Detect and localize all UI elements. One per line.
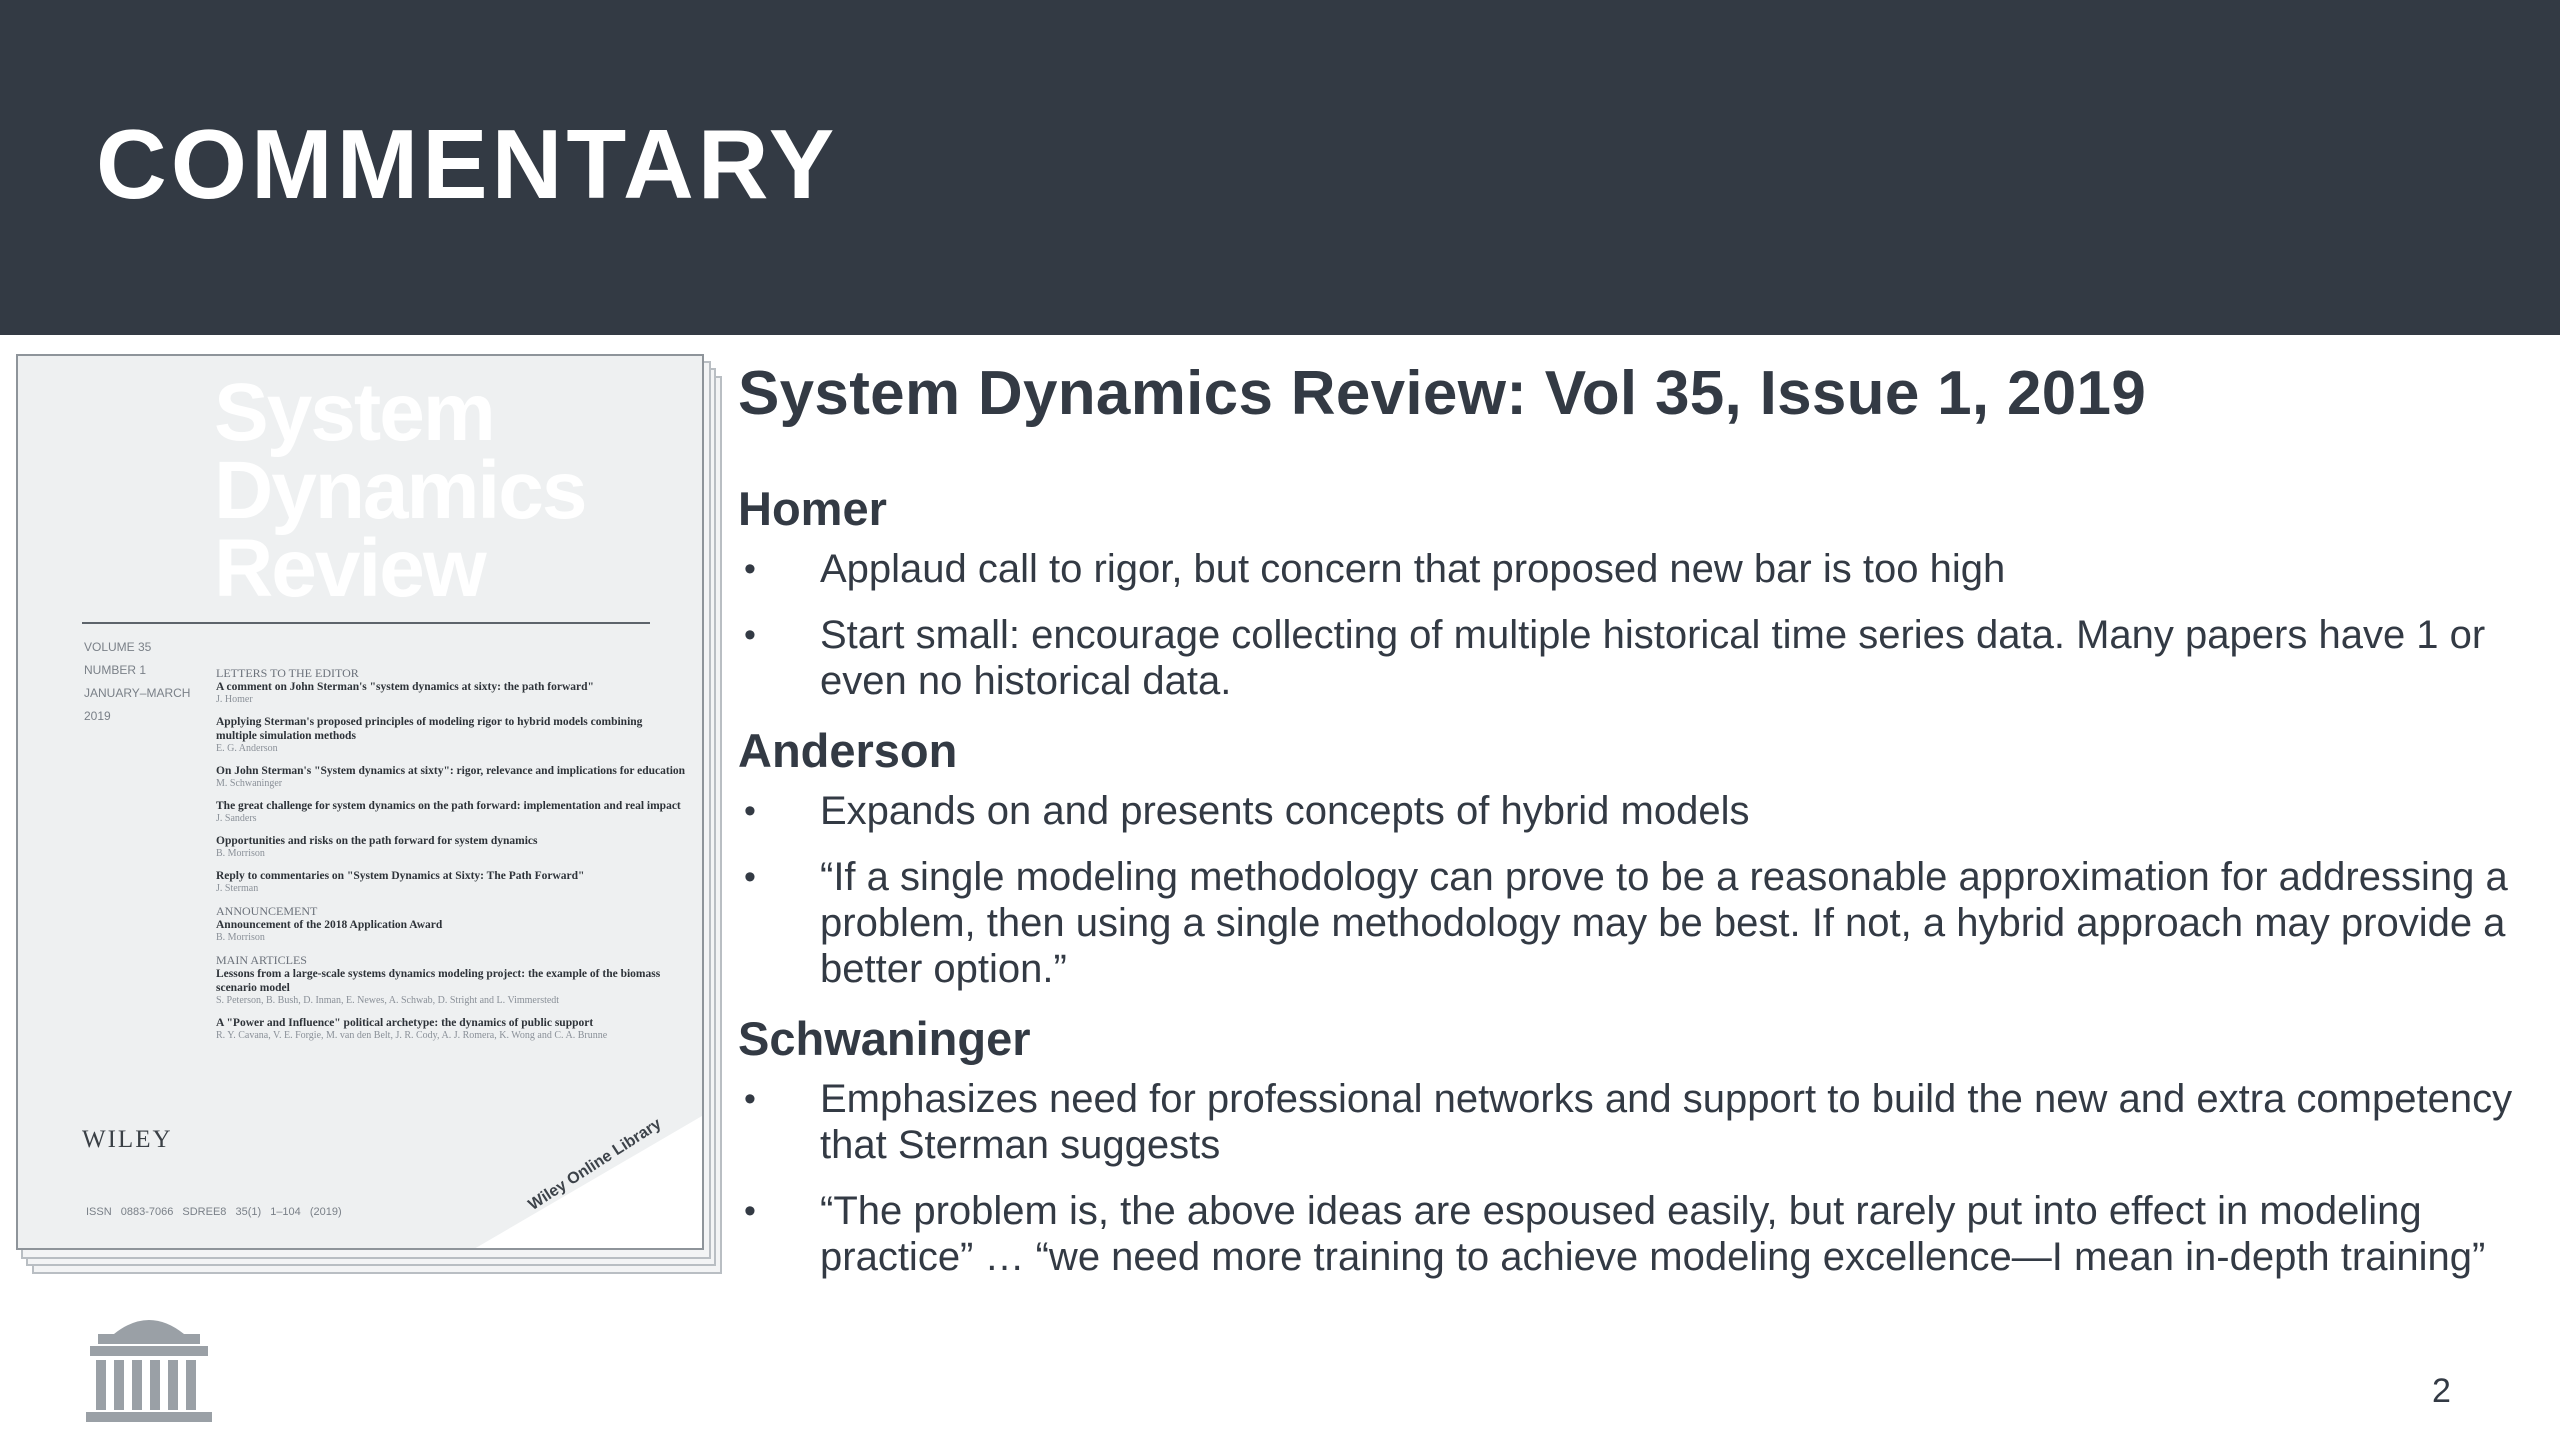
toc-item [216,918,686,944]
cover-title-line: System [214,367,494,458]
cover-title-line: Review [214,523,485,614]
cover-number: NUMBER 1 [84,663,147,677]
cover-issue-info [84,636,190,728]
bullet-item [738,546,2538,592]
bullet-text: “If a single modeling methodology can prove to be a reasonable approximation for addressing a problem, then using a single methodology may be best. If not, a hybrid approach may provide a better option.” [820,855,2508,991]
toc-item-title: Reply to commentaries on "System Dynamics at Sixty: The Path Forward" [216,870,585,882]
toc-item-title: A comment on John Sterman's "system dynamics at sixty: the path forward" [216,681,594,693]
journal-issue-title: System Dynamics Review: Vol 35, Issue 1, 2019 [738,359,2147,428]
bullet-text: Applaud call to rigor, but concern that proposed new bar is too high [820,547,2006,591]
toc-item [216,1016,686,1042]
slide-header [0,0,2560,335]
toc-item-authors: M. Schwaninger [216,778,283,789]
slide-title: COMMENTARY [96,109,839,219]
toc-section-heading: MAIN ARTICLES [216,953,307,967]
bullet-dot-icon: • [744,550,756,588]
toc-item-authors: J. Homer [216,694,253,705]
journal-cover-stack [16,354,726,1274]
bullet-dot-icon: • [744,1192,756,1230]
bullet-text: Emphasizes need for professional networks and support to build the new and extra competency that Sterman suggests [820,1077,2513,1167]
toc-item-title: On John Sterman's "System dynamics at sixty": rigor, relevance and implications for education [216,765,686,777]
toc-item [216,799,686,825]
cover-title [214,367,586,614]
toc-item-authors: B. Morrison [216,932,265,943]
dome-building-icon [76,1308,222,1428]
toc-item-authors: J. Sterman [216,883,259,894]
toc-item-authors: S. Peterson, B. Bush, D. Inman, E. Newes, A. Schwab, D. Stright and L. Vimmerstedt [216,995,560,1006]
toc-item [216,967,686,1007]
toc-item-title: A "Power and Influence" political archetype: the dynamics of public support [216,1017,594,1029]
bullet-dot-icon: • [744,792,756,830]
toc-section [216,953,686,1042]
cover-months: JANUARY–MARCH [84,686,191,700]
toc-section [216,666,686,895]
cover-volume: VOLUME 35 [84,640,152,654]
toc-item-authors: R. Y. Cavana, V. E. Forgie, M. van den Belt, J. R. Cody, A. J. Romera, K. Wong and C. A. Brunne [216,1030,608,1041]
toc-item [216,869,686,895]
toc-item [216,764,686,790]
toc-section-heading: ANNOUNCEMENT [216,904,318,918]
bullet-item [738,788,2538,834]
bullet-dot-icon: • [744,616,756,654]
cover-divider [82,622,650,624]
section-heading: Anderson [738,724,958,777]
page-number: 2 [2432,1372,2451,1410]
commentary-section [738,1012,2538,1280]
commentary-content [738,482,2538,1300]
bullet-item [738,1076,2538,1168]
toc-section [216,904,686,944]
publisher-logo: WILEY [82,1126,173,1153]
commentary-section [738,724,2538,992]
toc-item-authors: E. G. Anderson [216,743,278,754]
toc-item [216,834,686,860]
bullet-text: Expands on and presents concepts of hybrid models [820,789,1750,833]
bullet-dot-icon: • [744,858,756,896]
section-heading: Homer [738,482,887,535]
bullet-dot-icon: • [744,1080,756,1118]
bullet-text: “The problem is, the above ideas are espoused easily, but rarely put into effect in modeling practice” … “we need more training to achieve modeling excellence—I mean in-depth training” [820,1189,2486,1279]
toc-item-authors: B. Morrison [216,848,265,859]
bullet-item [738,1188,2538,1280]
toc-item-title: Applying Sterman's proposed principles of modeling rigor to hybrid models combining multiple simulation methods [216,716,643,742]
toc-item-title: Announcement of the 2018 Application Award [216,919,443,931]
toc-item-authors: J. Sanders [216,813,257,824]
cover-issn: ISSN 0883-7066 SDREE8 35(1) 1–104 (2019) [86,1206,342,1218]
toc-item-title: Lessons from a large-scale systems dynamics modeling project: the example of the biomass scenario model [216,968,661,994]
toc-item-title: Opportunities and risks on the path forward for system dynamics [216,835,538,847]
section-heading: Schwaninger [738,1012,1031,1065]
cover-table-of-contents [216,666,686,1051]
commentary-section [738,482,2538,704]
toc-item-title: The great challenge for system dynamics on the path forward: implementation and real impact [216,800,681,812]
bullet-item [738,612,2538,704]
journal-cover [16,354,704,1250]
toc-section-heading: LETTERS TO THE EDITOR [216,666,359,680]
bullet-text: Start small: encourage collecting of multiple historical time series data. Many papers have 1 or even no historical data. [820,613,2486,703]
toc-item [216,715,686,755]
cover-online-library-label: Wiley Online Library [525,1115,665,1214]
toc-item [216,680,686,706]
cover-title-line: Dynamics [214,445,586,536]
cover-year: 2019 [84,709,111,723]
bullet-item [738,854,2538,992]
